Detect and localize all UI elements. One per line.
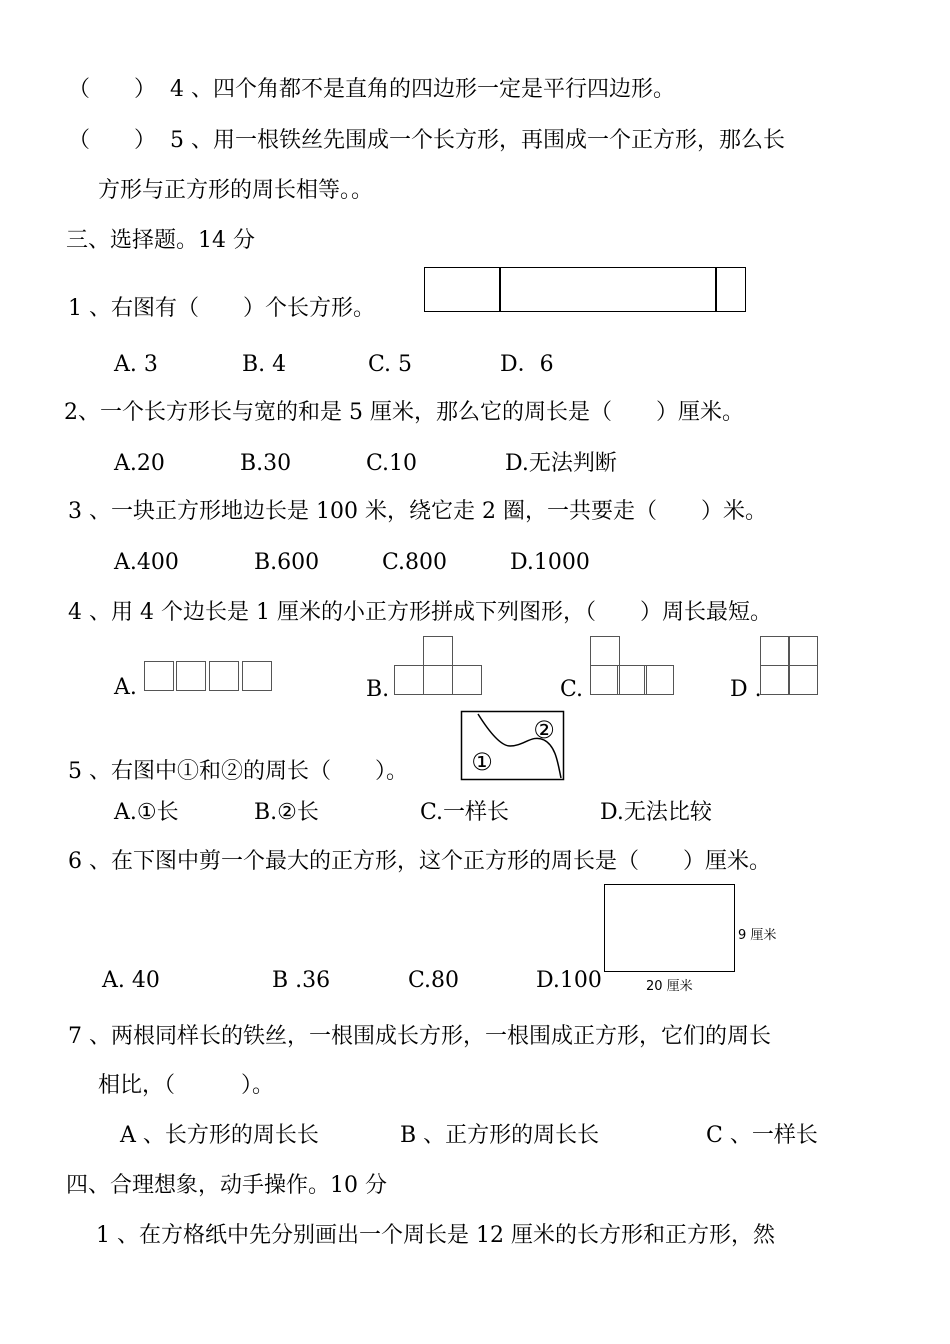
mc-q1-option-b: B. 4 — [242, 352, 287, 377]
mc-q1-option-a: A. 3 — [114, 352, 158, 377]
q1-rectangle-figure — [424, 267, 746, 312]
q4-a-cell — [209, 661, 239, 691]
q5-figure — [460, 710, 566, 782]
mc-q6-text: 6 、在下图中剪一个最大的正方形，这个正方形的周长是（ ）厘米。 — [68, 849, 771, 874]
mc-q3-option-d: D.1000 — [510, 550, 590, 575]
mc-q2-option-d: D.无法判断 — [505, 451, 617, 476]
mc-q6-option-d: D.100 — [536, 968, 602, 993]
q6-width-label: 20 厘米 — [646, 979, 693, 994]
section4-q1-text: 1 、在方格纸中先分别画出一个周长是 12 厘米的长方形和正方形，然 — [96, 1223, 775, 1248]
q4-b-cell — [394, 665, 424, 695]
tf-q4-text: 4 、四个角都不是直角的四边形一定是平行四边形。 — [170, 77, 675, 102]
mc-q7-option-c: C 、一样长 — [706, 1123, 818, 1148]
q6-height-label: 9 厘米 — [738, 928, 777, 943]
mc-q6-option-a: A. 40 — [102, 968, 160, 993]
tf-q4-paren: （ ） — [68, 77, 157, 102]
q4-d-cell — [788, 636, 818, 666]
mc-q3-option-c: C.800 — [382, 550, 448, 575]
q4-d-cell — [760, 665, 790, 695]
q4-a-cell — [144, 661, 174, 691]
mc-q7-option-b: B 、正方形的周长长 — [400, 1123, 600, 1148]
q6-rectangle-figure — [604, 884, 735, 972]
mc-q2-option-c: C.10 — [366, 451, 418, 476]
q4-a-cell — [242, 661, 272, 691]
mc-q4-option-c: C. — [560, 677, 584, 702]
mc-q6-option-c: C.80 — [408, 968, 460, 993]
mc-q5-option-a: A.①长 — [114, 800, 179, 825]
mc-q5-option-c: C.一样长 — [420, 800, 510, 825]
mc-q1-option-c: C. 5 — [368, 352, 413, 377]
q4-c-cell — [590, 636, 620, 666]
mc-q5-option-b: B.②长 — [254, 800, 319, 825]
mc-q2-text: 2、一个长方形长与宽的和是 5 厘米，那么它的周长是（ ）厘米。 — [64, 400, 744, 425]
mc-q2-option-a: A.20 — [114, 451, 165, 476]
section4-title: 四、合理想象，动手操作。10 分 — [66, 1173, 387, 1198]
q4-b-cell — [423, 636, 453, 666]
tf-q5-text-1: 5 、用一根铁丝先围成一个长方形，再围成一个正方形，那么长 — [170, 128, 785, 153]
q1-divider-2 — [715, 267, 717, 312]
mc-q3-option-a: A.400 — [114, 550, 179, 575]
q4-c-cell — [590, 665, 620, 695]
mc-q4-option-b: B. — [366, 677, 390, 702]
mc-q4-option-d: D . — [730, 677, 762, 702]
mc-q5-text: 5 、右图中①和②的周长（ ）。 — [68, 759, 408, 784]
mc-q7-option-a: A 、长方形的周长长 — [120, 1123, 319, 1148]
q1-divider-1 — [499, 267, 501, 312]
q4-b-cell — [423, 665, 453, 695]
q4-c-cell — [617, 665, 647, 695]
q4-c-cell — [644, 665, 674, 695]
mc-q2-option-b: B.30 — [240, 451, 292, 476]
mc-q5-option-d: D.无法比较 — [600, 800, 712, 825]
mc-q4-text: 4 、用 4 个边长是 1 厘米的小正方形拼成下列图形，（ ）周长最短。 — [68, 600, 772, 625]
tf-q5-paren: （ ） — [68, 128, 157, 153]
mc-q3-text: 3 、一块正方形地边长是 100 米，绕它走 2 圈，一共要走（ ）米。 — [68, 499, 767, 524]
mc-q4-option-a: A. — [114, 675, 137, 700]
q4-d-cell — [788, 665, 818, 695]
mc-q1-text: 1 、右图有（ ）个长方形。 — [68, 296, 375, 321]
q5-label-1: ① — [471, 748, 493, 776]
mc-q7-text-1: 7 、两根同样长的铁丝，一根围成长方形，一根围成正方形，它们的周长 — [68, 1024, 771, 1049]
q4-b-cell — [452, 665, 482, 695]
q4-d-cell — [760, 636, 790, 666]
section3-title: 三、选择题。14 分 — [66, 228, 255, 253]
mc-q1-option-d: D．6 — [500, 352, 554, 377]
q5-label-2: ② — [533, 716, 555, 744]
mc-q3-option-b: B.600 — [254, 550, 320, 575]
mc-q6-option-b: B .36 — [272, 968, 331, 993]
mc-q7-text-2: 相比，（ ）。 — [98, 1073, 275, 1098]
tf-q5-text-2: 方形与正方形的周长相等。。 — [98, 178, 374, 203]
q4-a-cell — [176, 661, 206, 691]
